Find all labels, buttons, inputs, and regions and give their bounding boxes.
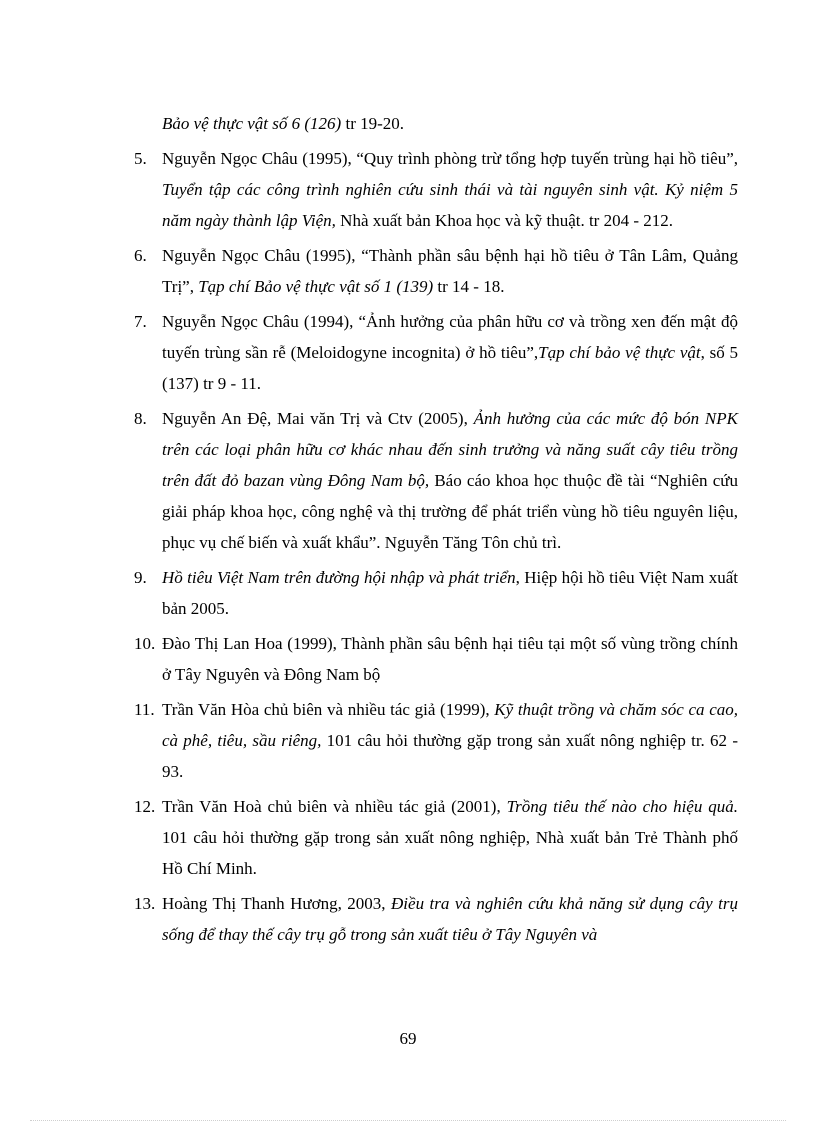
reference-list (134, 108, 738, 954)
reference-text: 101 câu hỏi thường gặp trong sản xuất nông nghiệp, Nhà xuất bản Trẻ Thành phố Hồ Chí Minh. (162, 828, 738, 878)
reference-text: Nguyễn An Đệ, Mai văn Trị và Ctv (2005), (162, 409, 474, 428)
reference-number: 10. (134, 634, 156, 653)
reference-title-italic: Trồng tiêu thế nào cho hiệu quả. (506, 797, 738, 816)
reference-title-italic: Điều tra và nghiên cứu khả năng sử dụng cây trụ sống để thay thế cây trụ gỗ trong sản xuất tiêu ở Tây Nguyên và (162, 894, 738, 944)
reference-text: Đào Thị Lan Hoa (1999), Thành phần sâu bệnh hại tiêu tại một số vùng trồng chính ở Tây Nguyên và Đông Nam bộ (162, 634, 738, 684)
reference-title-italic: Tạp chí bảo vệ thực vật (538, 343, 701, 362)
reference-number: 6. (134, 246, 147, 265)
reference-text: , số 5 (137) tr 9 - 11. (162, 343, 739, 393)
reference-number: 5. (134, 149, 147, 168)
reference-text: Hoàng Thị Thanh Hương, 2003, (162, 894, 392, 913)
reference-title-italic: Tạp chí Bảo vệ thực vật số 1 (139) (198, 277, 434, 296)
reference-number: 11. (134, 700, 155, 719)
reference-item (134, 306, 738, 399)
reference-number: 12. (134, 797, 156, 816)
reference-item (134, 108, 738, 139)
reference-text: tr 19-20. (341, 114, 405, 133)
page-bottom-border (30, 1120, 786, 1121)
reference-title-italic: Kỹ thuật trồng và chăm sóc ca cao, cà phê, tiêu, sầu riêng, (162, 700, 738, 750)
reference-text: Nguyễn Ngọc Châu (1995), “Thành phần sâu bệnh hại hồ tiêu ở Tân Lâm, Quảng Trị”, (162, 246, 738, 296)
reference-text: 101 câu hỏi thường gặp trong sản xuất nông nghiệp tr. 62 - 93. (162, 731, 738, 781)
reference-number: 13. (134, 894, 156, 913)
reference-item (134, 791, 738, 884)
reference-item (134, 562, 738, 624)
reference-text: Nguyễn Ngọc Châu (1994), “Ảnh hưởng của phân hữu cơ và trồng xen đến mật độ tuyến trùng sần rễ (Meloidogyne incognita) ở hồ tiêu”, (162, 312, 738, 362)
reference-item (134, 888, 738, 950)
reference-item (134, 240, 738, 302)
reference-text: Báo cáo khoa học thuộc đề tài “Nghiên cứu giải pháp khoa học, công nghệ và thị trường để phát triển vùng hồ tiêu nguyên liệu, phục vụ chế biến và xuất khẩu”. Nguyễn Tăng Tôn chủ trì. (162, 471, 738, 552)
reference-title-italic: Hồ tiêu Việt Nam trên đường hội nhập và phát triển (162, 568, 516, 587)
reference-item (134, 143, 738, 236)
reference-item (134, 628, 738, 690)
reference-number: 7. (134, 312, 147, 331)
reference-number: 9. (134, 568, 147, 587)
reference-title-italic: Tuyển tập các công trình nghiên cứu sinh thái và tài nguyên sinh vật. Kỷ niệm 5 năm ngày thành lập Viện, (162, 180, 738, 230)
reference-title-italic: Bảo vệ thực vật số 6 (126) (162, 114, 342, 133)
reference-text: tr 14 - 18. (433, 277, 505, 296)
reference-item (134, 694, 738, 787)
reference-number: 8. (134, 409, 147, 428)
reference-text: Nguyễn Ngọc Châu (1995), “Quy trình phòng trừ tổng hợp tuyến trùng hại hồ tiêu”, (162, 149, 738, 168)
reference-text: , Hiệp hội hồ tiêu Việt Nam xuất bản 2005. (162, 568, 739, 618)
page-number: 69 (399, 1029, 417, 1048)
reference-text: Trần Văn Hòa chủ biên và nhiều tác giả (1999), (162, 700, 495, 719)
reference-text: Trần Văn Hoà chủ biên và nhiều tác giả (2001), (162, 797, 507, 816)
reference-title-italic: Ảnh hưởng của các mức độ bón NPK trên các loại phân hữu cơ khác nhau đến sinh trưởng và năng suất cây tiêu trồng trên đất đỏ bazan vùng Đông Nam bộ, (162, 409, 738, 490)
reference-text: Nhà xuất bản Khoa học và kỹ thuật. tr 204 - 212. (335, 211, 674, 230)
reference-item (134, 403, 738, 558)
